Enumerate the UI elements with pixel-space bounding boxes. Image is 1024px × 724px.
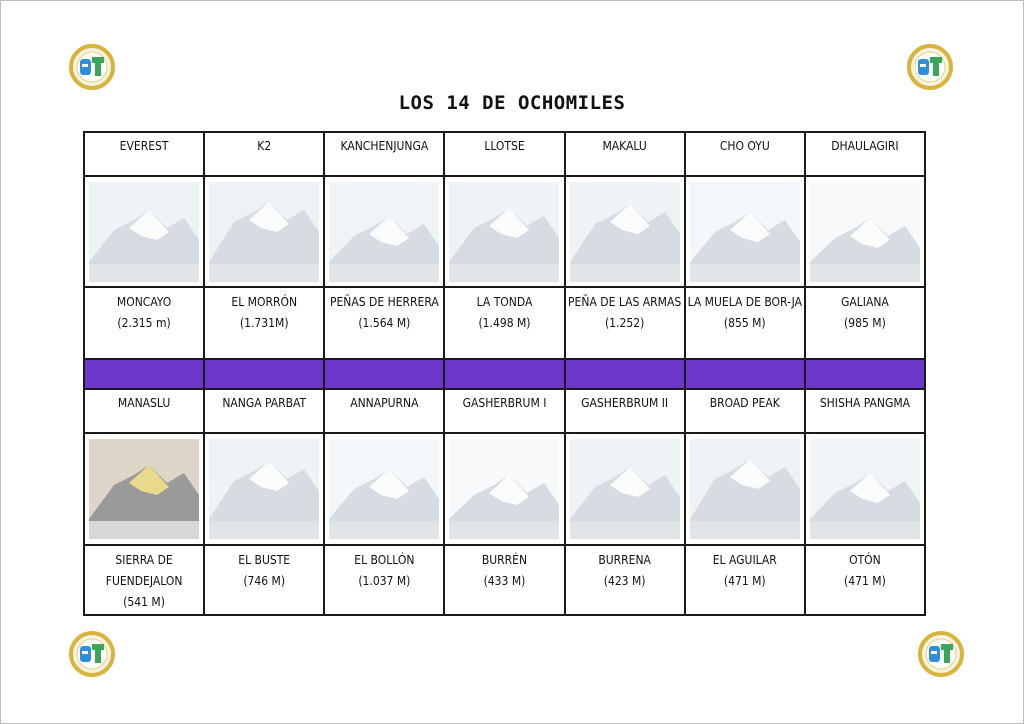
peak-photo-annapurna [324, 433, 444, 545]
local-peak-moncayo [84, 287, 204, 359]
peak-photo-makalu [565, 176, 685, 287]
local-peak-height: (541 M) [123, 595, 165, 609]
local-peak-height: (1.498 M) [478, 316, 531, 330]
peak-name-gasherbrum-i: GASHERBRUM I [444, 389, 564, 433]
peak-photo-gasherbrum-ii [565, 433, 685, 545]
peak-photo-everest [84, 176, 204, 287]
peak-photo-broad-peak [685, 433, 805, 545]
local-peak-name: MONCAYO [116, 295, 172, 309]
peak-name-makalu: MAKALU [565, 132, 685, 176]
local-row-1 [84, 287, 925, 359]
peak-photo-cho-oyu [685, 176, 805, 287]
local-peak-height: (2.315 m) [117, 316, 171, 330]
band-cell [204, 359, 324, 389]
local-peak-height: (471 M) [844, 574, 886, 588]
peak-name-row-2 [84, 389, 925, 433]
local-peak-name: BURRÉN [481, 553, 528, 567]
band-cell [324, 359, 444, 389]
local-peak-el-morron [204, 287, 324, 359]
local-peak-sierra-de-fuendejalon [84, 545, 204, 615]
local-peak-name: EL AGUILAR [712, 553, 777, 567]
peak-name-annapurna: ANNAPURNA [324, 389, 444, 433]
local-peak-el-bollon [324, 545, 444, 615]
local-peak-height: (746 M) [243, 574, 286, 588]
local-peak-name: EL MORRÓN [231, 295, 298, 309]
peak-photo-dhaulagiri [805, 176, 925, 287]
photo-row-2 [84, 433, 925, 545]
band-cell [805, 359, 925, 389]
band-cell [565, 359, 685, 389]
local-peak-height: (1.037 M) [358, 574, 411, 588]
peak-name-dhaulagiri: DHAULAGIRI [805, 132, 925, 176]
local-peak-pena-de-las-armas [565, 287, 685, 359]
logo-bottom-right [918, 631, 964, 677]
local-peak-height: (1.731M) [239, 316, 289, 330]
peak-name-llotse: LLOTSE [444, 132, 564, 176]
local-peak-name: PEÑA DE LAS ARMAS [568, 295, 682, 309]
band-cell [685, 359, 805, 389]
local-peak-height: (855 M) [723, 316, 766, 330]
peak-name-gasherbrum-ii: GASHERBRUM II [565, 389, 685, 433]
local-peak-name: PEÑAS DE HERRERA [329, 295, 439, 309]
local-peak-name: SIERRA DE FUENDEJALON [105, 553, 183, 588]
peak-name-broad-peak: BROAD PEAK [685, 389, 805, 433]
separator-band [84, 359, 925, 389]
local-row-2 [84, 545, 925, 615]
local-peak-la-muela-de-bor-ja [685, 287, 805, 359]
peak-photo-k2 [204, 176, 324, 287]
local-peak-height: (1.564 M) [358, 316, 411, 330]
peak-name-nanga-parbat: NANGA PARBAT [204, 389, 324, 433]
local-peak-oton [805, 545, 925, 615]
local-peak-burren [444, 545, 564, 615]
local-peak-name: LA TONDA [476, 295, 533, 309]
local-peak-name: BURRENA [598, 553, 651, 567]
local-peak-name: GALIANA [841, 295, 889, 309]
local-peak-la-tonda [444, 287, 564, 359]
logo-bottom-left [69, 631, 115, 677]
local-peak-galiana [805, 287, 925, 359]
logo-top-left [69, 44, 115, 90]
logo-top-right [907, 44, 953, 90]
peaks-table [83, 131, 926, 616]
local-peak-height: (985 M) [844, 316, 886, 330]
peak-name-manaslu: MANASLU [84, 389, 204, 433]
peak-name-everest: EVEREST [84, 132, 204, 176]
local-peak-height: (423 M) [603, 574, 646, 588]
local-peak-name: LA MUELA DE BOR-JA [687, 295, 802, 309]
peak-photo-manaslu [84, 433, 204, 545]
peak-name-cho-oyu: CHO OYU [685, 132, 805, 176]
local-peak-height: (433 M) [483, 574, 526, 588]
local-peak-el-buste [204, 545, 324, 615]
band-cell [444, 359, 564, 389]
peak-name-kanchenjunga: KANCHENJUNGA [324, 132, 444, 176]
local-peak-el-aguilar [685, 545, 805, 615]
local-peak-name: EL BOLLÓN [354, 553, 415, 567]
photo-row-1 [84, 176, 925, 287]
band-cell [84, 359, 204, 389]
peak-name-shisha-pangma: SHISHA PANGMA [805, 389, 925, 433]
peak-photo-nanga-parbat [204, 433, 324, 545]
page-title: LOS 14 DE OCHOMILES [398, 92, 626, 114]
local-peak-burrena [565, 545, 685, 615]
local-peak-name: OTÓN [849, 553, 881, 567]
local-peak-name: EL BUSTE [238, 553, 291, 567]
peak-name-k2: K2 [204, 132, 324, 176]
local-peak-penas-de-herrera [324, 287, 444, 359]
local-peak-height: (1.252) [604, 316, 645, 330]
peak-photo-shisha-pangma [805, 433, 925, 545]
local-peak-height: (471 M) [723, 574, 766, 588]
peak-photo-gasherbrum-i [444, 433, 564, 545]
peak-photo-kanchenjunga [324, 176, 444, 287]
peak-name-row-1 [84, 132, 925, 176]
peak-photo-llotse [444, 176, 564, 287]
